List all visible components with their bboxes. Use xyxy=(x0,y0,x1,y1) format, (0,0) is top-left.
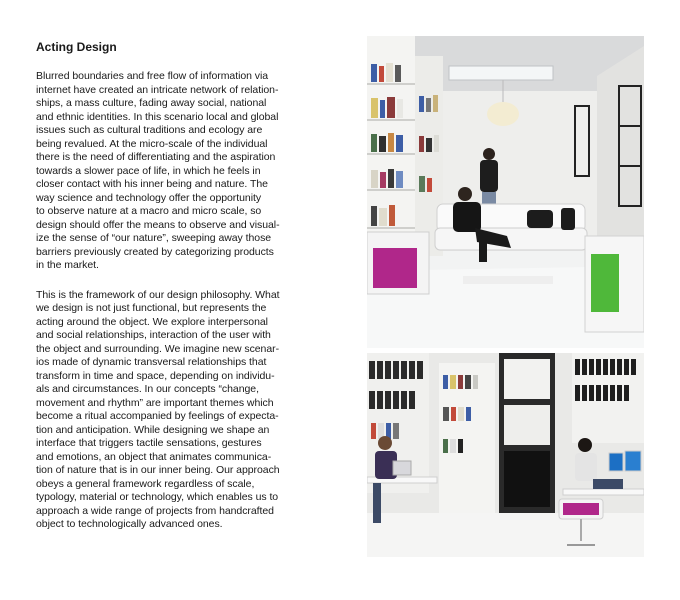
studio-office-illustration xyxy=(367,353,644,557)
studio-office-photo xyxy=(367,353,644,557)
article-paragraph-2: This is the framework of our design philosophy. What we design is not just functional, but represents the acting around the object. We explore interpersonal and social relationships, interaction of the user with the object and surrounding. We imagine new scenar- ios made of dynamic transversal relationships that transform in time and space, depending on individu- als and circumstances. In our concepts “change, movement and rhythm” are important themes which become a ritual accompanied by feelings of expecta- tion and anticipation. While designing we shape an interface that triggers tactile sensations, gestures and emotions, an object that animates communica- tion of nature that is in our inner being. Our approach obeys a general framework regardless of scale, typology, material or technology, which enables us to approach a wide range of projects from handcrafted object to technologically advanced ones. xyxy=(36,288,280,530)
studio-living-room-illustration xyxy=(367,36,644,348)
article-text xyxy=(36,40,336,548)
article-paragraph-1: Blurred boundaries and free flow of information via internet have created an intricate network of relation- ships, a mass culture, fading away social, national and ethnic identities. In this scenario local and global issues such as cultural traditions and ecology are being revalued. At the micro-scale of the individual there is the need of differentiating and the aspiration towards a slower pace of life, in which he feels in closer contact with his inner being and nature. The way science and technology offer the opportunity to observe nature at a macro and micro scale, so design should offer the means to observe and visual- ize the sense of “our nature”, sweeping away those barriers previously created by categorizing products in the market. xyxy=(36,70,280,271)
studio-living-room-photo xyxy=(367,36,644,348)
article-title: Acting Design xyxy=(36,40,117,54)
